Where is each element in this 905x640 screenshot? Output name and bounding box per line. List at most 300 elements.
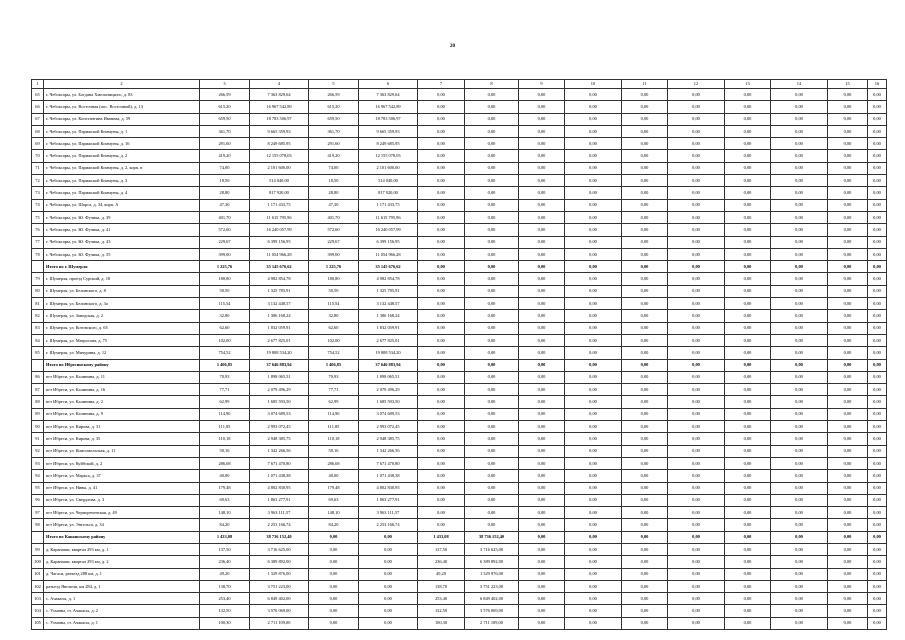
value-cell: 0,00 — [622, 593, 668, 605]
value-cell: 32,80 — [200, 310, 250, 322]
value-cell: 0,00 — [828, 457, 868, 469]
value-cell: 0,00 — [828, 248, 868, 260]
value-cell: 0,00 — [418, 482, 465, 494]
value-cell: 9 665 359,93 — [250, 125, 309, 137]
value-cell: 291,60 — [309, 138, 359, 150]
value-cell: 84,20 — [309, 519, 359, 531]
address-cell: Итого по Канашскому району — [44, 531, 200, 543]
row-number — [32, 531, 44, 543]
value-cell: 0,00 — [668, 175, 725, 187]
value-cell: 0,00 — [668, 236, 725, 248]
value-cell: 0,00 — [622, 273, 668, 285]
value-cell: 1 171 433,75 — [359, 199, 418, 211]
column-number: 15 — [828, 80, 868, 89]
value-cell: 0,00 — [828, 101, 868, 113]
value-cell: 0,00 — [771, 421, 828, 433]
value-cell: 0,00 — [465, 187, 519, 199]
value-cell: 0,00 — [771, 187, 828, 199]
value-cell: 0,00 — [725, 162, 771, 174]
column-number: 5 — [309, 80, 359, 89]
value-cell: 115,54 — [309, 298, 359, 310]
value-cell: 0,00 — [418, 298, 465, 310]
value-cell: 114,90 — [309, 408, 359, 420]
value-cell: 0,00 — [418, 248, 465, 260]
value-cell: 0,00 — [668, 89, 725, 101]
value-cell: 0,00 — [565, 605, 622, 617]
value-cell: 1 071 438,38 — [359, 470, 418, 482]
value-cell: 0,00 — [418, 519, 465, 531]
value-cell: 0,00 — [465, 162, 519, 174]
value-cell: 0,00 — [725, 396, 771, 408]
value-cell: 0,00 — [519, 556, 565, 568]
value-cell: 0,00 — [868, 408, 887, 420]
value-cell: 0,00 — [465, 371, 519, 383]
value-cell: 0,00 — [418, 396, 465, 408]
value-cell: 0,00 — [725, 605, 771, 617]
row-number: 89 — [32, 408, 44, 420]
value-cell: 0,00 — [519, 347, 565, 359]
value-cell: 0,00 — [668, 162, 725, 174]
value-cell: 0,00 — [868, 273, 887, 285]
value-cell: 11 054 966,28 — [250, 248, 309, 260]
value-cell: 0,00 — [565, 482, 622, 494]
value-cell: 0,00 — [565, 236, 622, 248]
address-cell: г. Чебоксары, ул. Парижской Коммуны, д. 3 — [44, 175, 200, 187]
value-cell: 253,40 — [200, 593, 250, 605]
value-cell: 0,00 — [771, 89, 828, 101]
value-cell: 0,00 — [359, 605, 418, 617]
value-cell: 754,52 — [200, 347, 250, 359]
value-cell: 0,00 — [418, 507, 465, 519]
address-cell: г. Шумерля, ул. Мичурина, д. 12 — [44, 347, 200, 359]
value-cell: 69,63 — [200, 494, 250, 506]
value-cell: 0,00 — [418, 113, 465, 125]
value-cell: 3 963 111,57 — [250, 507, 309, 519]
value-cell: 111,85 — [309, 421, 359, 433]
value-cell: 0,00 — [418, 211, 465, 223]
value-cell: 0,00 — [519, 359, 565, 371]
value-cell: 74,00 — [309, 162, 359, 174]
value-cell: 0,00 — [465, 396, 519, 408]
value-cell: 0,00 — [668, 273, 725, 285]
table-row — [32, 236, 887, 248]
value-cell: 28,80 — [200, 187, 250, 199]
value-cell: 0,00 — [725, 347, 771, 359]
value-cell: 0,00 — [771, 224, 828, 236]
value-cell: 12 155 078,03 — [250, 150, 309, 162]
value-cell: 0,00 — [418, 433, 465, 445]
value-cell: 0,00 — [668, 150, 725, 162]
value-cell: 0,00 — [771, 261, 828, 273]
value-cell: 0,00 — [465, 310, 519, 322]
value-cell: 0,00 — [465, 89, 519, 101]
value-cell: 0,00 — [465, 248, 519, 260]
value-cell: 0,00 — [465, 285, 519, 297]
address-cell: пгт Ибреси, ул. Энгельса, д. 34 — [44, 519, 200, 531]
value-cell: 0,00 — [359, 568, 418, 580]
value-cell: 0,00 — [465, 494, 519, 506]
address-cell: Итого по Ибресинскому району — [44, 359, 200, 371]
table-row — [32, 175, 887, 187]
value-cell: 0,00 — [868, 285, 887, 297]
value-cell: 0,00 — [622, 556, 668, 568]
address-cell: г. Чебоксары, ул. Ю. Фучика, д. 43 — [44, 236, 200, 248]
value-cell: 0,00 — [418, 347, 465, 359]
value-cell: 0,00 — [668, 507, 725, 519]
value-cell: 0,00 — [828, 445, 868, 457]
table-row — [32, 113, 887, 125]
table-row — [32, 199, 887, 211]
value-cell: 6 849 402,00 — [465, 593, 519, 605]
value-cell: 102,00 — [309, 334, 359, 346]
row-number — [32, 261, 44, 273]
value-cell: 12 155 078,03 — [359, 150, 418, 162]
value-cell: 0,00 — [622, 580, 668, 592]
value-cell: 0,00 — [565, 519, 622, 531]
value-cell: 0,00 — [725, 285, 771, 297]
value-cell: 0,00 — [668, 408, 725, 420]
address-cell: г. Шумерля, ул. Белинского, д. 3а — [44, 298, 200, 310]
value-cell: 229,67 — [309, 236, 359, 248]
value-cell: 0,00 — [519, 261, 565, 273]
row-number: 87 — [32, 384, 44, 396]
value-cell: 0,00 — [668, 334, 725, 346]
value-cell: 0,00 — [565, 334, 622, 346]
value-cell: 0,00 — [668, 261, 725, 273]
value-cell: 0,00 — [868, 531, 887, 543]
row-number: 103 — [32, 593, 44, 605]
value-cell: 0,00 — [418, 470, 465, 482]
value-cell: 0,00 — [465, 408, 519, 420]
value-cell: 0,00 — [771, 273, 828, 285]
value-cell: 1 898 065,51 — [250, 371, 309, 383]
value-cell: 0,00 — [868, 507, 887, 519]
value-cell: 138,70 — [418, 580, 465, 592]
value-cell: 0,00 — [519, 248, 565, 260]
value-cell: 0,00 — [565, 371, 622, 383]
value-cell: 0,00 — [622, 248, 668, 260]
value-cell: 0,00 — [868, 384, 887, 396]
value-cell: 0,00 — [465, 445, 519, 457]
table-row — [32, 211, 887, 223]
value-cell: 0,00 — [771, 408, 828, 420]
table-row — [32, 125, 887, 137]
value-cell: 0,00 — [868, 101, 887, 113]
value-cell: 3 576 069,00 — [250, 605, 309, 617]
value-cell: 0,00 — [828, 298, 868, 310]
value-cell: 110,18 — [309, 433, 359, 445]
column-number: 4 — [250, 80, 309, 89]
value-cell: 0,00 — [828, 236, 868, 248]
value-cell: 148,10 — [309, 507, 359, 519]
value-cell: 0,00 — [771, 470, 828, 482]
table-row — [32, 285, 887, 297]
value-cell: 419,20 — [200, 150, 250, 162]
value-cell: 0,00 — [828, 580, 868, 592]
value-cell: 0,00 — [725, 150, 771, 162]
value-cell: 2 253 166,74 — [250, 519, 309, 531]
value-cell: 0,00 — [622, 125, 668, 137]
value-cell: 35 145 676,62 — [359, 261, 418, 273]
value-cell: 0,00 — [725, 617, 771, 629]
value-cell: 0,00 — [668, 445, 725, 457]
value-cell: 19 808 534,20 — [250, 347, 309, 359]
value-cell: 0,00 — [868, 224, 887, 236]
value-cell: 0,00 — [565, 150, 622, 162]
value-cell: 0,00 — [771, 433, 828, 445]
row-number: 69 — [32, 138, 44, 150]
value-cell: 1 329 876,00 — [465, 568, 519, 580]
value-cell: 0,00 — [771, 113, 828, 125]
value-cell: 0,00 — [622, 457, 668, 469]
value-cell: 0,00 — [622, 470, 668, 482]
value-cell: 0,00 — [519, 211, 565, 223]
value-cell: 0,00 — [828, 211, 868, 223]
value-cell: 266,59 — [200, 89, 250, 101]
address-cell: пгт Ибреси, ул. Калинина, д. 2 — [44, 396, 200, 408]
value-cell: 0,00 — [622, 359, 668, 371]
value-cell: 0,00 — [622, 617, 668, 629]
subtotal-row — [32, 359, 887, 371]
value-cell: 0,00 — [465, 138, 519, 150]
value-cell: 0,00 — [828, 408, 868, 420]
value-cell: 0,00 — [668, 125, 725, 137]
value-cell: 0,00 — [868, 310, 887, 322]
row-number: 86 — [32, 371, 44, 383]
address-cell: г. Чебоксары, ул. Парижской Коммуны, д. 16 — [44, 138, 200, 150]
value-cell: 62,99 — [200, 396, 250, 408]
value-cell: 3 963 111,57 — [359, 507, 418, 519]
value-cell: 1 433,08 — [418, 531, 465, 543]
value-cell: 0,00 — [565, 101, 622, 113]
value-cell: 0,00 — [622, 334, 668, 346]
address-cell: г. Чебоксары, ул. Шорса, д. 34, корп. А — [44, 199, 200, 211]
value-cell: 0,00 — [519, 175, 565, 187]
capital-repair-table — [31, 79, 887, 630]
value-cell: 0,00 — [465, 322, 519, 334]
value-cell: 0,00 — [465, 224, 519, 236]
value-cell: 0,00 — [465, 334, 519, 346]
value-cell: 0,00 — [771, 199, 828, 211]
value-cell: 0,00 — [622, 261, 668, 273]
value-cell: 1 832 059,91 — [359, 322, 418, 334]
value-cell: 7 363 829,64 — [250, 89, 309, 101]
value-cell: 0,00 — [418, 89, 465, 101]
value-cell: 0,00 — [771, 150, 828, 162]
value-cell: 16 240 057,99 — [250, 224, 309, 236]
value-cell: 0,00 — [725, 531, 771, 543]
row-number: 77 — [32, 236, 44, 248]
value-cell: 2 711 109,00 — [465, 617, 519, 629]
value-cell: 0,00 — [565, 408, 622, 420]
row-number: 82 — [32, 310, 44, 322]
row-number: 80 — [32, 285, 44, 297]
address-cell: разъезд Янгличи, км 284, д. 1 — [44, 580, 200, 592]
value-cell: 0,00 — [359, 617, 418, 629]
value-cell: 0,00 — [725, 187, 771, 199]
value-cell: 0,00 — [668, 285, 725, 297]
row-number: 97 — [32, 507, 44, 519]
address-cell: с. Ухманы, ст. Ачакасы, д. 1 — [44, 617, 200, 629]
value-cell: 6 389 892,00 — [465, 556, 519, 568]
value-cell: 0,00 — [668, 531, 725, 543]
value-cell: 3 074 689,53 — [250, 408, 309, 420]
row-number: 92 — [32, 445, 44, 457]
value-cell: 0,00 — [668, 494, 725, 506]
value-cell: 0,00 — [828, 519, 868, 531]
value-cell: 2 711 109,00 — [250, 617, 309, 629]
address-cell: пгт Ибреси, ул. Свердлова, д. 3 — [44, 494, 200, 506]
value-cell: 0,00 — [622, 285, 668, 297]
value-cell: 62,60 — [309, 322, 359, 334]
table-row — [32, 101, 887, 113]
value-cell: 0,00 — [565, 347, 622, 359]
value-cell: 1 329 876,00 — [250, 568, 309, 580]
value-cell: 0,00 — [868, 371, 887, 383]
value-cell: 0,00 — [359, 543, 418, 555]
row-number: 65 — [32, 89, 44, 101]
value-cell: 0,00 — [622, 89, 668, 101]
value-cell: 0,00 — [828, 359, 868, 371]
value-cell: 0,00 — [725, 445, 771, 457]
value-cell: 0,00 — [519, 457, 565, 469]
value-cell: 0,00 — [771, 285, 828, 297]
value-cell: 0,00 — [565, 593, 622, 605]
row-number: 101 — [32, 568, 44, 580]
value-cell: 0,00 — [725, 138, 771, 150]
value-cell: 419,20 — [309, 150, 359, 162]
value-cell: 0,00 — [668, 310, 725, 322]
table-row — [32, 322, 887, 334]
value-cell: 0,00 — [725, 482, 771, 494]
value-cell: 0,00 — [725, 433, 771, 445]
value-cell: 0,00 — [868, 445, 887, 457]
value-cell: 0,00 — [868, 162, 887, 174]
value-cell: 572,60 — [200, 224, 250, 236]
value-cell: 0,00 — [868, 334, 887, 346]
value-cell: 0,00 — [309, 580, 359, 592]
value-cell: 1 406,85 — [200, 359, 250, 371]
value-cell: 0,00 — [519, 605, 565, 617]
value-cell: 62,60 — [200, 322, 250, 334]
value-cell: 1 386 168,24 — [250, 310, 309, 322]
address-cell: д. Каранаши, квартал 293 км, д. 1 — [44, 543, 200, 555]
value-cell: 0,00 — [668, 384, 725, 396]
value-cell: 401,70 — [309, 211, 359, 223]
value-cell: 0,00 — [622, 211, 668, 223]
value-cell: 4 982 854,78 — [250, 273, 309, 285]
value-cell: 0,00 — [725, 507, 771, 519]
address-cell: г. Чебоксары, ул. Ю. Фучика, д. 55 — [44, 248, 200, 260]
value-cell: 0,00 — [828, 605, 868, 617]
row-number: 99 — [32, 543, 44, 555]
table-row — [32, 89, 887, 101]
value-cell: 0,00 — [309, 556, 359, 568]
value-cell: 0,00 — [868, 211, 887, 223]
value-cell: 18,50 — [200, 175, 250, 187]
value-cell: 50,50 — [200, 285, 250, 297]
value-cell: 0,00 — [868, 457, 887, 469]
value-cell: 0,00 — [465, 507, 519, 519]
value-cell: 514 040,00 — [250, 175, 309, 187]
value-cell: 0,00 — [519, 101, 565, 113]
address-cell: г. Чебоксары, ул. Восточная (пос. Восточный), д. 13 — [44, 101, 200, 113]
value-cell: 0,00 — [309, 531, 359, 543]
value-cell: 0,00 — [565, 359, 622, 371]
value-cell: 0,00 — [868, 433, 887, 445]
value-cell: 0,00 — [519, 421, 565, 433]
value-cell: 0,00 — [828, 150, 868, 162]
value-cell: 0,00 — [519, 224, 565, 236]
value-cell: 0,00 — [519, 89, 565, 101]
value-cell: 49,20 — [200, 568, 250, 580]
value-cell: 0,00 — [465, 175, 519, 187]
value-cell: 0,00 — [668, 211, 725, 223]
table-row — [32, 556, 887, 568]
value-cell: 3 132 448,57 — [359, 298, 418, 310]
value-cell: 2 677 825,01 — [250, 334, 309, 346]
value-cell: 1 071 438,38 — [250, 470, 309, 482]
table-row — [32, 457, 887, 469]
value-cell: 0,00 — [565, 445, 622, 457]
value-cell: 0,00 — [519, 334, 565, 346]
value-cell: 0,00 — [828, 482, 868, 494]
column-number: 16 — [868, 80, 887, 89]
value-cell: 62,99 — [309, 396, 359, 408]
value-cell: 40,00 — [309, 470, 359, 482]
value-cell: 0,00 — [668, 224, 725, 236]
value-cell: 266,59 — [309, 89, 359, 101]
value-cell: 115,54 — [200, 298, 250, 310]
value-cell: 1 225,76 — [309, 261, 359, 273]
table-row — [32, 396, 887, 408]
value-cell: 1 406,85 — [309, 359, 359, 371]
value-cell: 0,00 — [519, 371, 565, 383]
value-cell: 18,50 — [309, 175, 359, 187]
value-cell: 19 808 534,20 — [359, 347, 418, 359]
value-cell: 0,00 — [668, 396, 725, 408]
value-cell: 0,00 — [622, 113, 668, 125]
value-cell: 28,80 — [309, 187, 359, 199]
table-row — [32, 150, 887, 162]
value-cell: 0,00 — [668, 187, 725, 199]
value-cell: 286,68 — [309, 457, 359, 469]
value-cell: 0,00 — [868, 89, 887, 101]
value-cell: 659,50 — [200, 113, 250, 125]
value-cell: 0,00 — [725, 470, 771, 482]
value-cell: 0,00 — [565, 187, 622, 199]
value-cell: 0,00 — [622, 605, 668, 617]
column-number: 2 — [44, 80, 200, 89]
table-row — [32, 408, 887, 420]
value-cell: 0,00 — [725, 89, 771, 101]
value-cell: 74,00 — [200, 162, 250, 174]
value-cell: 0,00 — [725, 408, 771, 420]
row-number: 76 — [32, 224, 44, 236]
value-cell: 0,00 — [418, 175, 465, 187]
table-row — [32, 580, 887, 592]
value-cell: 0,00 — [309, 593, 359, 605]
row-number: 84 — [32, 334, 44, 346]
value-cell: 0,00 — [565, 543, 622, 555]
value-cell: 0,00 — [519, 507, 565, 519]
address-cell: пгт Ибреси, ул. Кирова, д. 31 — [44, 421, 200, 433]
value-cell: 137,50 — [200, 543, 250, 555]
value-cell: 2 993 072,45 — [250, 421, 309, 433]
value-cell: 1 171 433,75 — [250, 199, 309, 211]
table-row — [32, 445, 887, 457]
value-cell: 0,00 — [868, 421, 887, 433]
